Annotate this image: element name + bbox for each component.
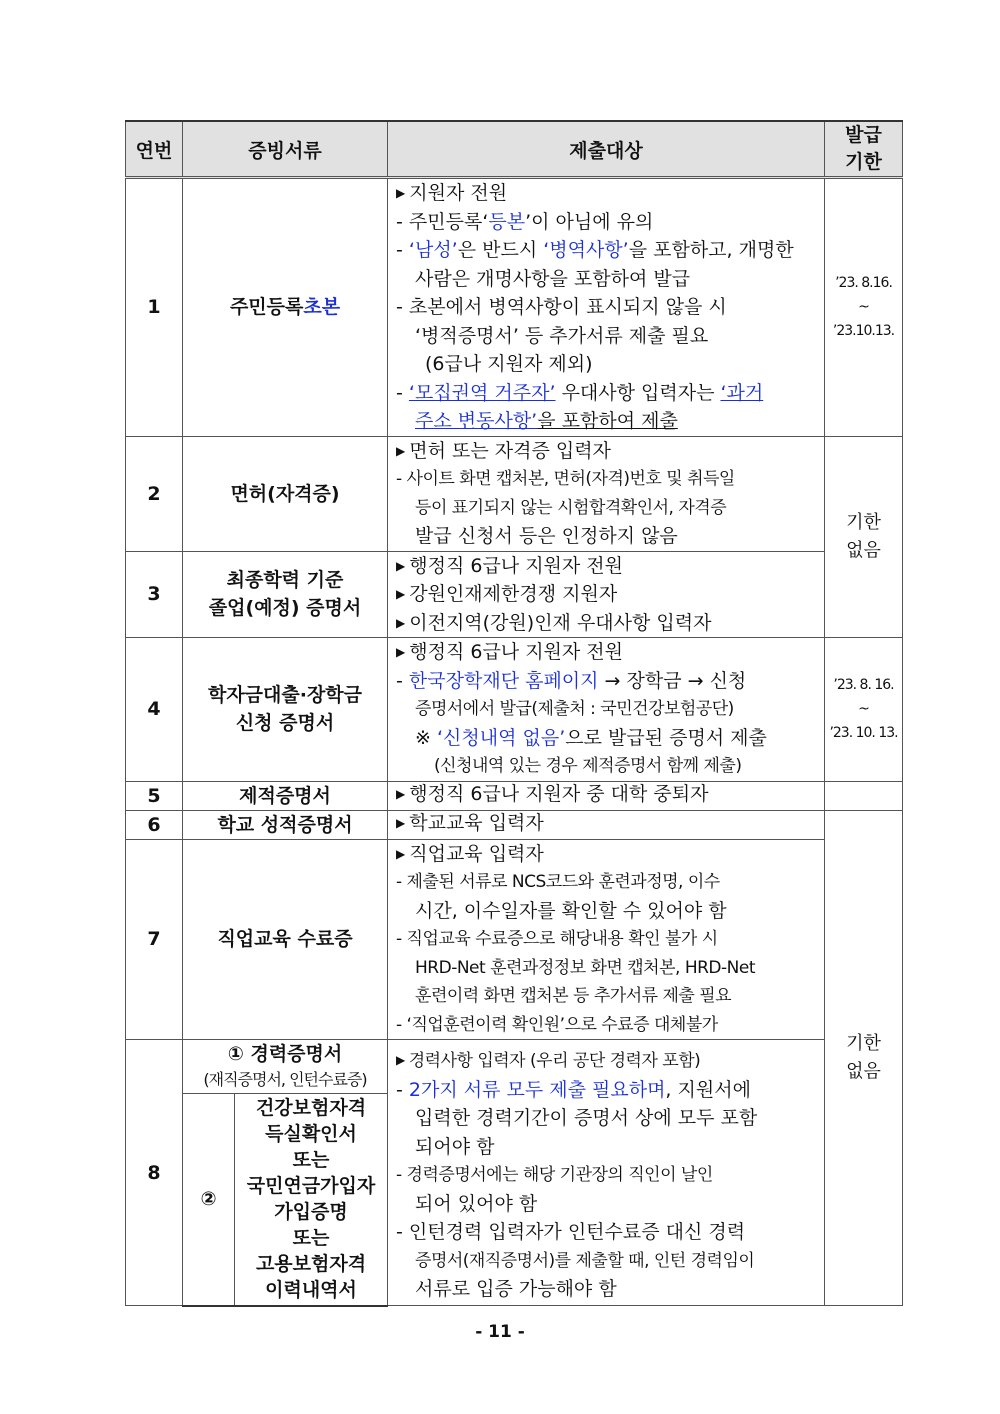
table-row — [126, 839, 903, 1040]
table-row — [126, 781, 903, 810]
triangle-bullet-icon: ▶ — [396, 815, 406, 830]
header-no: 연번 — [126, 121, 183, 178]
triangle-bullet-icon: ▶ — [396, 1053, 405, 1067]
target-cell: ▶ 행정직 6급나 지원자 전원 - 한국장학재단 홈페이지 → 장학금 → 신청 증명서에서 발급(제출처 : 국민건강보험공단) ※ ‘신청내역 없음’으로 발급된 증명서 제출 (신청내역 있는 경우 제적증명서 함께 제출) — [388, 638, 825, 782]
deadline-cell-empty — [825, 781, 903, 810]
document-name: 제적증명서 — [183, 781, 388, 810]
header-document: 증빙서류 — [183, 121, 388, 178]
row-number: 4 — [126, 638, 183, 782]
table-header-row — [126, 121, 903, 178]
triangle-bullet-icon: ▶ — [396, 615, 406, 630]
deadline-cell: 기한 없음 — [825, 810, 903, 1306]
career-certificate-label: ① 경력증명서 (재직증명서, 인턴수료증) — [183, 1040, 388, 1094]
document-table — [125, 120, 903, 1307]
document-name: 주민등록초본 — [183, 178, 388, 437]
issue-period: ’23. 8.16. ~ ’23.10.13. — [825, 178, 903, 437]
target-cell: ▶ 지원자 전원 - 주민등록‘등본’이 아님에 유의 - ‘남성’은 반드시 ‘병역사항’을 포함하고, 개명한 사람은 개명사항을 포함하여 발급 - 초본에서 병역사항이 표시되지 않을 시 ‘병적증명서’ 등 추가서류 제출 필요 (6급나 지원자 제외) - ‘모집권역 거주자’ 우대사항 입력자는 ‘과거 주소 변동사항’을 포함하여 제출 — [388, 178, 825, 437]
document-name: 학교 성적증명서 — [183, 810, 388, 839]
document-name: 학자금대출·장학금 신청 증명서 — [183, 638, 388, 782]
table-row — [126, 1040, 903, 1094]
target-cell: ▶ 학교교육 입력자 — [388, 810, 825, 839]
table-row — [126, 178, 903, 437]
target-cell: ▶ 직업교육 입력자 - 제출된 서류로 NCS코드와 훈련과정명, 이수 시간, 이수일자를 확인할 수 있어야 함 - 직업교육 수료증으로 해당내용 확인 불가 시 HRD-Net 훈련과정정보 화면 캡처본, HRD-Net 훈련이력 화면 캡처본 등 추가서류 제출 필요 - ‘직업훈련이력 확인원’으로 수료증 대체불가 — [388, 839, 825, 1040]
row-number: 2 — [126, 436, 183, 551]
table-row — [126, 638, 903, 782]
document-name: 최종학력 기준 졸업(예정) 증명서 — [183, 551, 388, 638]
header-target: 제출대상 — [388, 121, 825, 178]
table-row — [126, 551, 903, 638]
triangle-bullet-icon: ▶ — [396, 186, 406, 200]
row-number: 7 — [126, 839, 183, 1040]
header-deadline: 발급 기한 — [825, 121, 903, 178]
triangle-bullet-icon: ▶ — [396, 645, 406, 659]
table-row — [126, 436, 903, 551]
document-name: 면허(자격증) — [183, 436, 388, 551]
target-cell: ▶ 행정직 6급나 지원자 중 대학 중퇴자 — [388, 781, 825, 810]
document-name: 직업교육 수료증 — [183, 839, 388, 1040]
target-cell: ▶ 면허 또는 자격증 입력자 - 사이트 화면 캡처본, 면허(자격)번호 및 취득일 등이 표기되지 않는 시험합격확인서, 자격증 발급 신청서 등은 인정하지 않음 — [388, 436, 825, 551]
row-number: 6 — [126, 810, 183, 839]
triangle-bullet-icon: ▶ — [396, 846, 406, 861]
triangle-bullet-icon: ▶ — [396, 443, 406, 458]
row-number: 8 — [126, 1040, 183, 1306]
target-cell: ▶ 경력사항 입력자 (우리 공단 경력자 포함) - 2가지 서류 모두 제출 필요하며, 지원서에 입력한 경력기간이 증명서 상에 모두 포함 되어야 함 - 경력증명서에는 해당 기관장의 직인이 날인 되어 있어야 함 - 인턴경력 입력자가 인턴수료증 대신 경력 증명서(재직증명서)를 제출할 때, 인턴 경력임이 서류로 입증 가능해야 함 — [388, 1040, 825, 1306]
triangle-bullet-icon: ▶ — [396, 558, 406, 573]
page-number: - 11 - — [475, 1322, 525, 1342]
sub-item-mark: ② — [183, 1094, 235, 1306]
triangle-bullet-icon: ▶ — [396, 786, 406, 801]
table-row — [126, 810, 903, 839]
row-number: 1 — [126, 178, 183, 437]
insurance-certificate-label: 건강보험자격 득실확인서 또는 국민연금가입자 가입증명 또는 고용보험자격 이력내역서 — [235, 1094, 388, 1306]
triangle-bullet-icon: ▶ — [396, 587, 406, 601]
target-cell: ▶ 행정직 6급나 지원자 전원 ▶ 강원인재제한경쟁 지원자 ▶ 이전지역(강원)인재 우대사항 입력자 — [388, 551, 825, 638]
issue-period: ’23. 8. 16. ~ ’23. 10. 13. — [825, 638, 903, 782]
row-number: 5 — [126, 781, 183, 810]
deadline-cell: 기한 없음 — [825, 436, 903, 638]
row-number: 3 — [126, 551, 183, 638]
